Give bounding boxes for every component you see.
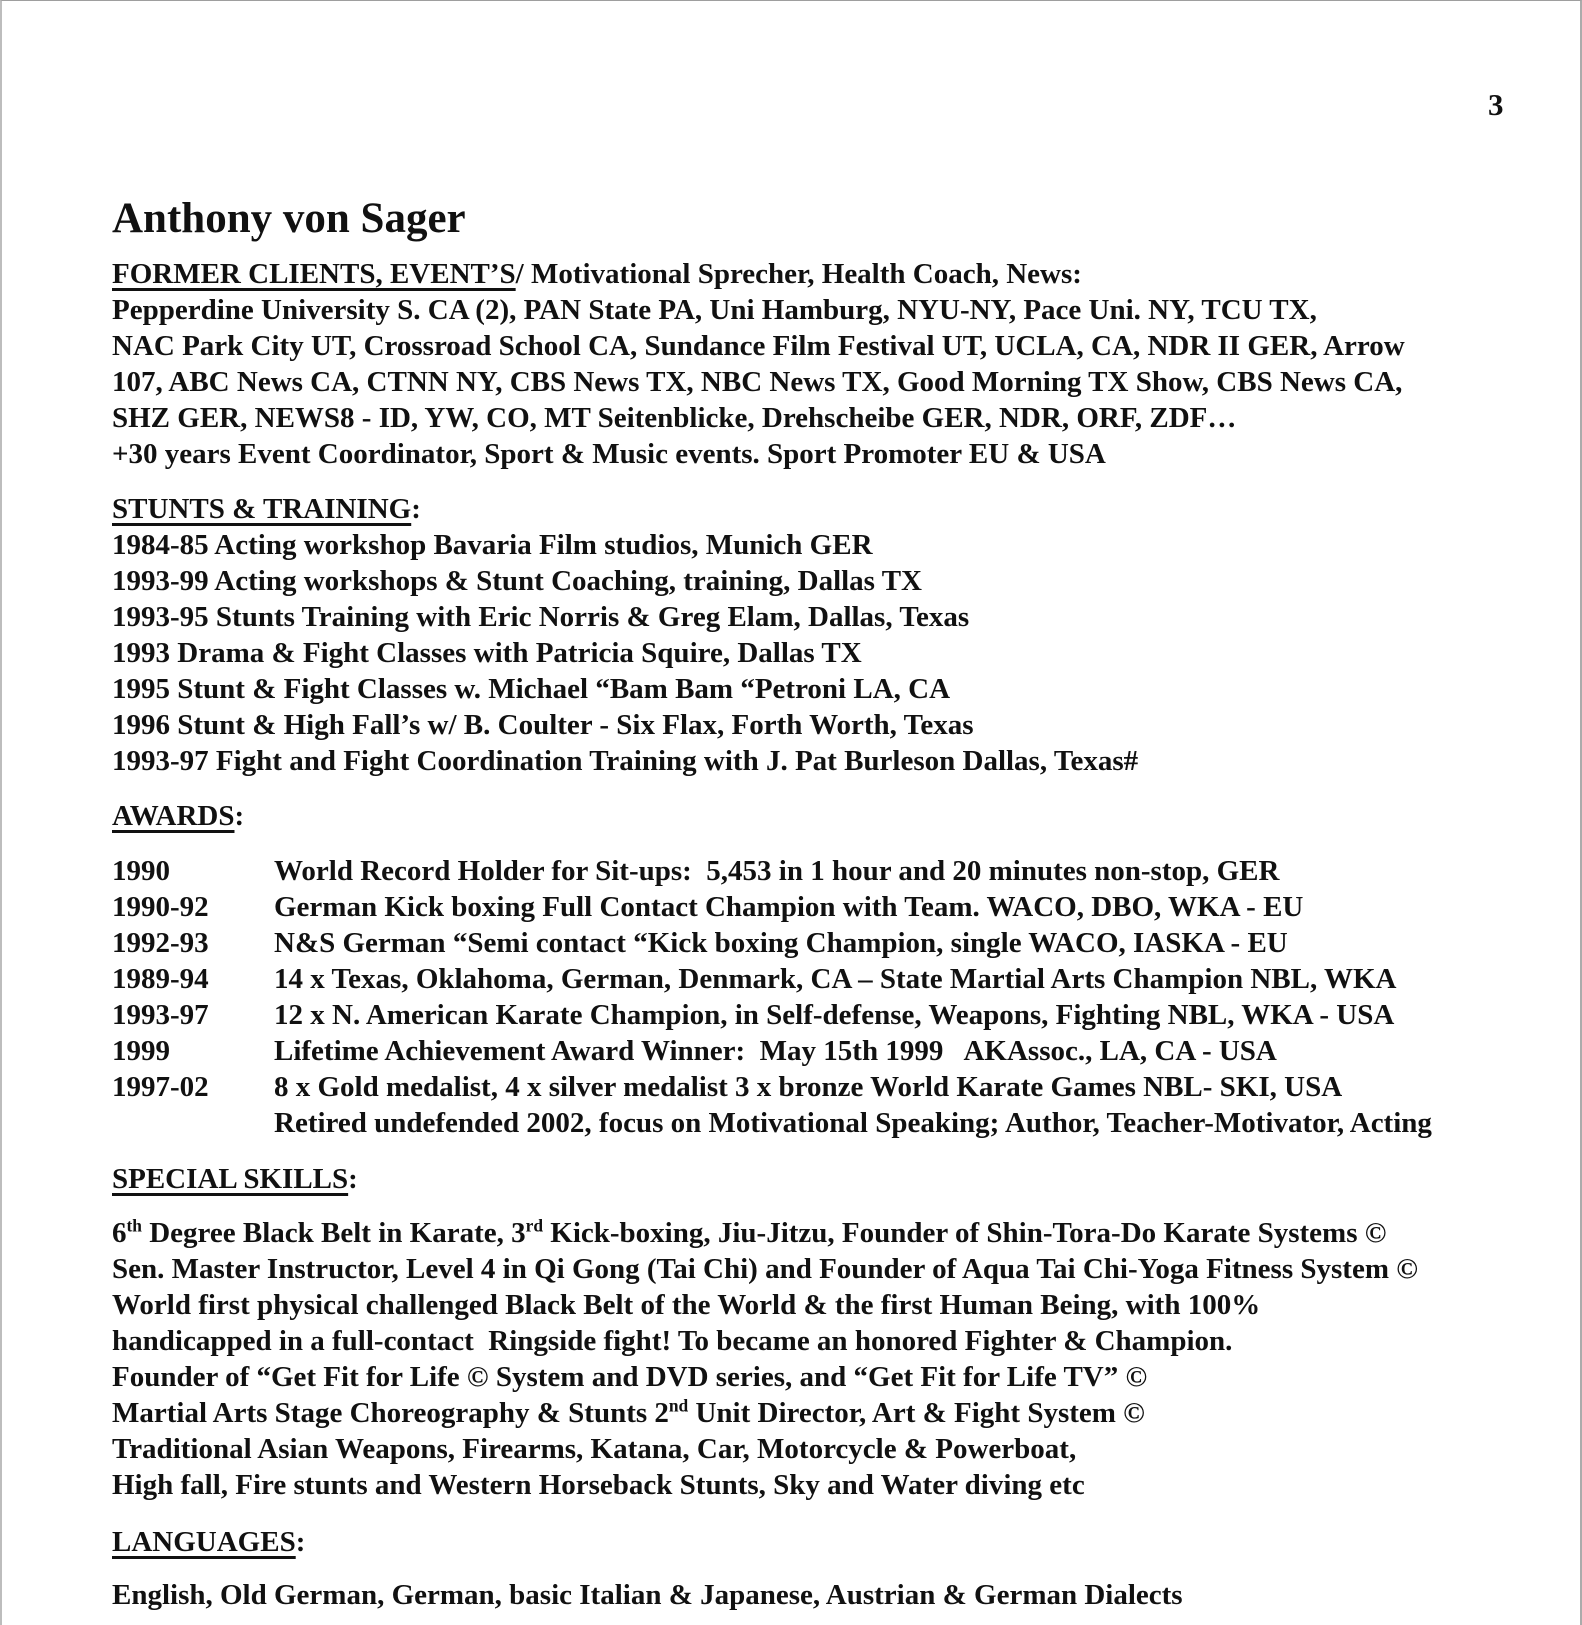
stunts-training-heading-colon: :	[411, 493, 421, 525]
languages-line: English, Old German, German, basic Italian & Japanese, Austrian & German Dialects	[112, 1579, 1183, 1611]
award-text: World Record Holder for Sit-ups: 5,453 in 1 hour and 20 minutes non-stop, GER	[274, 855, 1280, 887]
award-row	[112, 925, 1532, 961]
skills-text: Martial Arts Stage Choreography & Stunts 2	[112, 1397, 669, 1429]
former-clients-line: 107, ABC News CA, CTNN NY, CBS News TX, NBC News TX, Good Morning TX Show, CBS News CA,	[112, 366, 1403, 398]
award-year: 1989-94	[112, 963, 209, 995]
stunts-training-line: 1984-85 Acting workshop Bavaria Film studios, Munich GER	[112, 529, 873, 561]
award-row	[112, 1069, 1532, 1105]
award-row	[112, 961, 1532, 997]
award-row	[112, 1033, 1532, 1069]
section-special-skills	[112, 1161, 1532, 1503]
former-clients-heading-underlined: FORMER CLIENTS, EVENT’S	[112, 258, 516, 290]
special-skills-line: Founder of “Get Fit for Life © System and DVD series, and “Get Fit for Life TV” ©	[112, 1361, 1148, 1393]
special-skills-paragraph	[112, 1215, 1532, 1503]
stunts-training-heading	[112, 491, 1532, 527]
award-year: 1993-97	[112, 999, 209, 1031]
former-clients-line: +30 years Event Coordinator, Sport & Music events. Sport Promoter EU & USA	[112, 438, 1106, 470]
languages-heading	[112, 1524, 1532, 1560]
award-text: 14 x Texas, Oklahoma, German, Denmark, CA – State Martial Arts Champion NBL, WKA	[274, 963, 1397, 995]
award-row	[112, 889, 1532, 925]
special-skills-heading	[112, 1161, 1532, 1197]
special-skills-line	[112, 1215, 1532, 1251]
award-text: German Kick boxing Full Contact Champion with Team. WACO, DBO, WKA - EU	[274, 891, 1304, 923]
stunts-training-line: 1993-99 Acting workshops & Stunt Coaching, training, Dallas TX	[112, 565, 922, 597]
special-skills-line: Traditional Asian Weapons, Firearms, Katana, Car, Motorcycle & Powerboat,	[112, 1433, 1077, 1465]
former-clients-line: NAC Park City UT, Crossroad School CA, Sundance Film Festival UT, UCLA, CA, NDR II GER, Arrow	[112, 330, 1405, 362]
award-text: Retired undefended 2002, focus on Motivational Speaking; Author, Teacher-Motivator, Acting	[274, 1107, 1432, 1139]
section-stunts-training	[112, 491, 1532, 779]
awards-heading-underlined: AWARDS	[112, 800, 235, 832]
award-year: 1992-93	[112, 927, 209, 959]
stunts-training-line: 1993-97 Fight and Fight Coordination Training with J. Pat Burleson Dallas, Texas#	[112, 745, 1139, 777]
former-clients-line: Pepperdine University S. CA (2), PAN State PA, Uni Hamburg, NYU-NY, Pace Uni. NY, TCU TX,	[112, 294, 1317, 326]
special-skills-line: Sen. Master Instructor, Level 4 in Qi Gong (Tai Chi) and Founder of Aqua Tai Chi-Yoga Fitness System ©	[112, 1253, 1418, 1285]
special-skills-line	[112, 1395, 1532, 1431]
award-row	[112, 853, 1532, 889]
page-content	[112, 1, 1532, 1613]
skills-text: 6	[112, 1217, 127, 1249]
awards-table	[112, 853, 1532, 1141]
languages-heading-underlined: LANGUAGES	[112, 1526, 296, 1558]
stunts-training-line: 1993-95 Stunts Training with Eric Norris & Greg Elam, Dallas, Texas	[112, 601, 970, 633]
ordinal-superscript: rd	[525, 1215, 544, 1236]
award-year: 1990	[112, 855, 170, 887]
ordinal-superscript: nd	[668, 1395, 689, 1416]
award-year	[112, 1105, 274, 1141]
award-text: Lifetime Achievement Award Winner: May 15th 1999 AKAssoc., LA, CA - USA	[274, 1035, 1277, 1067]
special-skills-line: High fall, Fire stunts and Western Horseback Stunts, Sky and Water diving etc	[112, 1469, 1085, 1501]
special-skills-heading-underlined: SPECIAL SKILLS	[112, 1163, 349, 1195]
stunts-training-line: 1996 Stunt & High Fall’s w/ B. Coulter - Six Flax, Forth Worth, Texas	[112, 709, 974, 741]
skills-text: Unit Director, Art & Fight System ©	[688, 1397, 1145, 1429]
section-languages	[112, 1524, 1532, 1613]
award-row	[112, 997, 1532, 1033]
stunts-training-line: 1993 Drama & Fight Classes with Patricia Squire, Dallas TX	[112, 637, 862, 669]
award-year: 1990-92	[112, 891, 209, 923]
stunts-training-heading-underlined: STUNTS & TRAINING	[112, 493, 412, 525]
awards-heading	[112, 798, 1532, 834]
section-former-clients	[112, 256, 1532, 472]
page-number: 3	[1488, 87, 1504, 122]
former-clients-heading	[112, 256, 1532, 292]
ordinal-superscript: th	[126, 1215, 142, 1236]
special-skills-heading-colon: :	[348, 1163, 358, 1195]
special-skills-line: handicapped in a full-contact Ringside fight! To became an honored Fighter & Champion.	[112, 1325, 1233, 1357]
awards-heading-colon: :	[234, 800, 245, 832]
skills-text: Degree Black Belt in Karate, 3	[141, 1217, 526, 1249]
stunts-training-line: 1995 Stunt & Fight Classes w. Michael “Bam Bam “Petroni LA, CA	[112, 673, 951, 705]
award-year: 1999	[112, 1035, 170, 1067]
award-row	[112, 1105, 1532, 1141]
special-skills-line: World first physical challenged Black Belt of the World & the first Human Being, with 100%	[112, 1289, 1261, 1321]
resume-title: Anthony von Sager	[112, 195, 466, 242]
languages-heading-colon: :	[295, 1526, 306, 1558]
award-text: N&S German “Semi contact “Kick boxing Champion, single WACO, IASKA - EU	[274, 927, 1288, 959]
skills-text: Kick-boxing, Jiu-Jitzu, Founder of Shin-Tora-Do Karate Systems ©	[543, 1217, 1387, 1249]
award-year: 1997-02	[112, 1071, 209, 1103]
award-text: 12 x N. American Karate Champion, in Self-defense, Weapons, Fighting NBL, WKA - USA	[274, 999, 1395, 1031]
former-clients-line: SHZ GER, NEWS8 - ID, YW, CO, MT Seitenblicke, Drehscheibe GER, NDR, ORF, ZDF…	[112, 402, 1237, 434]
section-awards	[112, 798, 1532, 1141]
award-text: 8 x Gold medalist, 4 x silver medalist 3 x bronze World Karate Games NBL- SKI, USA	[274, 1071, 1343, 1103]
former-clients-heading-rest: / Motivational Sprecher, Health Coach, News:	[515, 258, 1082, 290]
